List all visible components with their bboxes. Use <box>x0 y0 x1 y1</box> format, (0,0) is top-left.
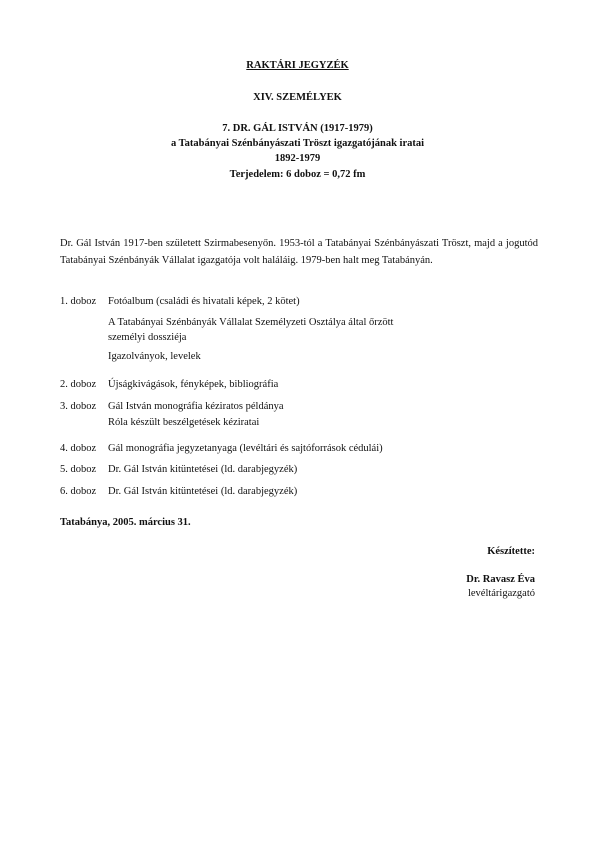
place-date: Tatabánya, 2005. március 31. <box>60 517 191 528</box>
box-item: Igazolványok, levelek <box>108 351 201 362</box>
box-item: A Tatabányai Szénbányák Vállalat Személyzeti Osztálya által őrzött <box>108 317 394 328</box>
prepared-by-label: Készítette: <box>487 546 535 557</box>
author-title: levéltárigazgató <box>467 588 535 599</box>
box-item: személyi dossziéja <box>108 332 187 343</box>
box-label: 5. doboz <box>60 464 97 475</box>
author-name: Dr. Ravasz Éva <box>466 574 535 585</box>
box-label: 3. doboz <box>60 401 97 412</box>
fond-years: 1892-1979 <box>274 153 321 164</box>
box-item: Dr. Gál István kitüntetései (ld. darabjegyzék) <box>108 486 298 497</box>
document-title: RAKTÁRI JEGYZÉK <box>246 60 349 71</box>
box-item: Róla készült beszélgetések kéziratai <box>108 417 260 428</box>
biography-paragraph: Dr. Gál István 1917-ben született Szirmabesenyőn. 1953-tól a Tatabányai Szénbányászati Tröszt, majd a jogutód Tatabányai Szénbányák Vállalat igazgatója volt haláláig. 1979-ben halt meg Tatabányán. <box>60 238 538 266</box>
fond-subtitle: a Tatabányai Szénbányászati Tröszt igazgatójának iratai <box>170 138 425 149</box>
section-heading: XIV. SZEMÉLYEK <box>253 92 342 103</box>
box-label: 2. doboz <box>60 379 97 390</box>
box-item: Újságkivágások, fényképek, bibliográfia <box>108 379 279 390</box>
fond-extent: Terjedelem: 6 doboz = 0,72 fm <box>229 169 366 180</box>
box-label: 4. doboz <box>60 443 97 454</box>
box-item: Gál monográfia jegyzetanyaga (levéltári és sajtóforrások cédulái) <box>108 443 383 454</box>
box-item: Dr. Gál István kitüntetései (ld. darabjegyzék) <box>108 464 298 475</box>
fond-title: 7. DR. GÁL ISTVÁN (1917-1979) <box>222 123 373 134</box>
box-label: 1. doboz <box>60 296 97 307</box>
box-item: Fotóalbum (családi és hivatali képek, 2 kötet) <box>108 296 300 307</box>
box-label: 6. doboz <box>60 486 97 497</box>
box-item: Gál István monográfia kéziratos példánya <box>108 401 284 412</box>
